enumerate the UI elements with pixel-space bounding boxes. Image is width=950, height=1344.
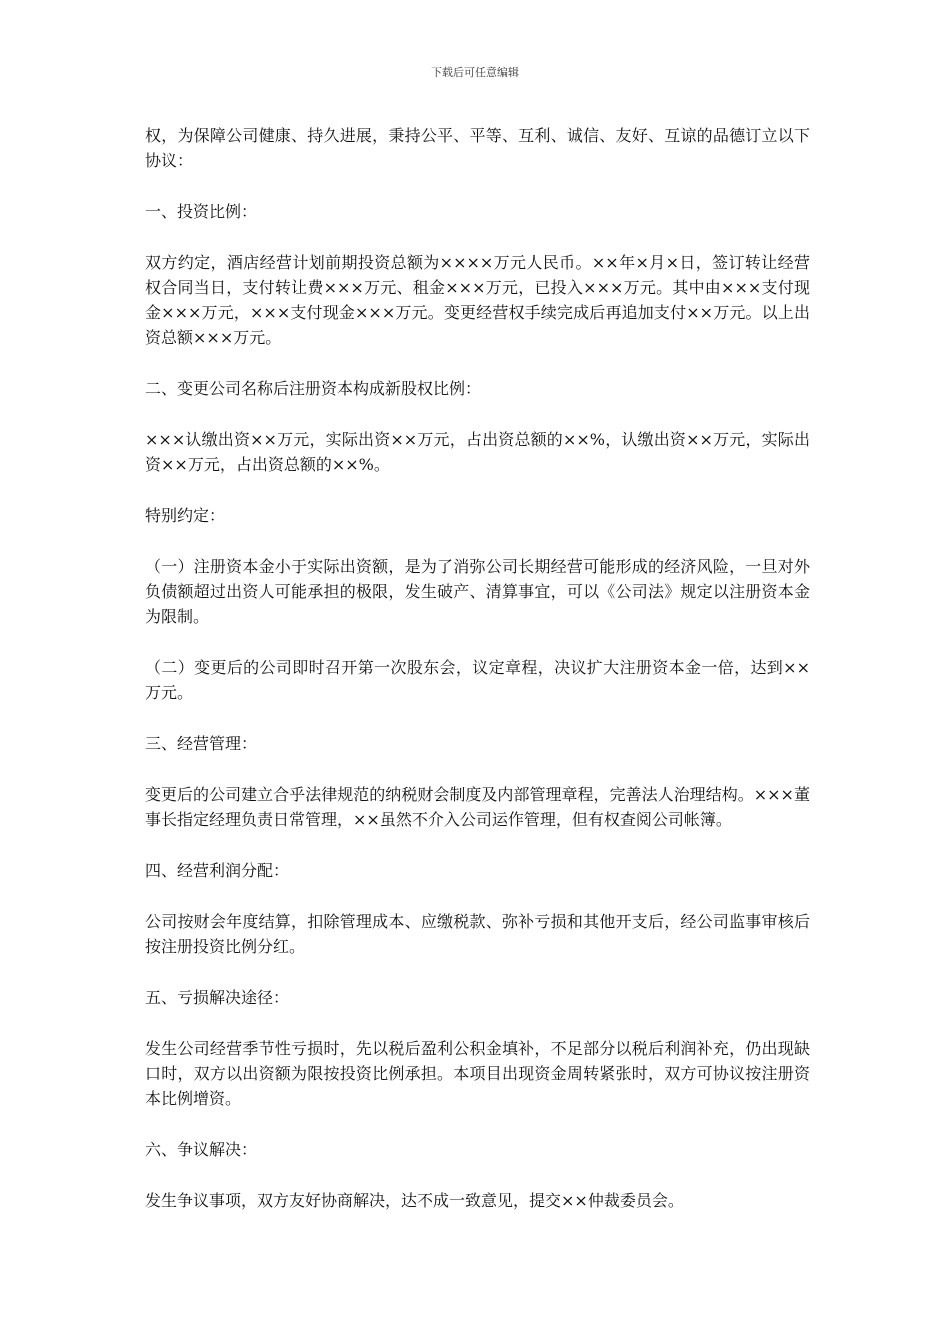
section-heading-dispute-resolution: 六、争议解决： (145, 1140, 258, 1159)
investment-ratio-paragraph: 双方约定，酒店经营计划前期投资总额为××××万元人民币。××年×月×日，签订转让经营权合同当日，支付转让费×××万元、租金×××万元，已投入×××万元。其中由×××支付现金×××万元，×××支付现金×××万元。变更经营权手续完成后再追加支付××万元。以上出资总额×××万元。 (145, 253, 810, 347)
section-heading-loss-resolution: 五、亏损解决途径： (145, 988, 290, 1007)
section-heading-investment-ratio: 一、投资比例： (145, 202, 258, 221)
section-heading-management: 三、经营管理： (145, 734, 258, 753)
management-paragraph: 变更后的公司建立合乎法律规范的纳税财会制度及内部管理章程，完善法人治理结构。×××董事长指定经理负责日常管理，××虽然不介入公司运作管理，但有权查阅公司帐簿。 (145, 785, 810, 829)
section-heading-special-agreement: 特别约定： (145, 506, 226, 525)
dispute-resolution-paragraph: 发生争议事项，双方友好协商解决，达不成一致意见，提交××仲裁委员会。 (145, 1191, 684, 1210)
special-agreement-item-1: （一）注册资本金小于实际出资额，是为了消弥公司长期经营可能形成的经济风险，一旦对外负债额超过出资人可能承担的极限，发生破产、清算事宜，可以《公司法》规定以注册资本金为限制。 (145, 557, 810, 626)
section-heading-equity-structure: 二、变更公司名称后注册资本构成新股权比例： (145, 379, 482, 398)
profit-distribution-paragraph: 公司按财会年度结算，扣除管理成本、应缴税款、弥补亏损和其他开支后，经公司监事审核后按注册投资比例分红。 (145, 912, 810, 956)
document-body (145, 123, 810, 1239)
loss-resolution-paragraph: 发生公司经营季节性亏损时，先以税后盈利公积金填补，不足部分以税后利润补充，仍出现缺口时，双方以出资额为限按投资比例承担。本项目出现资金周转紧张时，双方可协议按注册资本比例增资。 (145, 1039, 810, 1108)
section-heading-profit-distribution: 四、经营利润分配： (145, 861, 290, 880)
page-header: 下载后可任意编辑 (431, 66, 519, 79)
intro-paragraph: 权，为保障公司健康、持久进展，秉持公平、平等、互利、诚信、友好、互谅的品德订立以下协议： (145, 126, 810, 170)
equity-structure-paragraph: ×××认缴出资××万元，实际出资××万元，占出资总额的××%，认缴出资××万元，实际出资××万元，占出资总额的××%。 (145, 430, 810, 474)
special-agreement-item-2: （二）变更后的公司即时召开第一次股东会，议定章程，决议扩大注册资本金一倍，达到××万元。 (145, 658, 810, 702)
